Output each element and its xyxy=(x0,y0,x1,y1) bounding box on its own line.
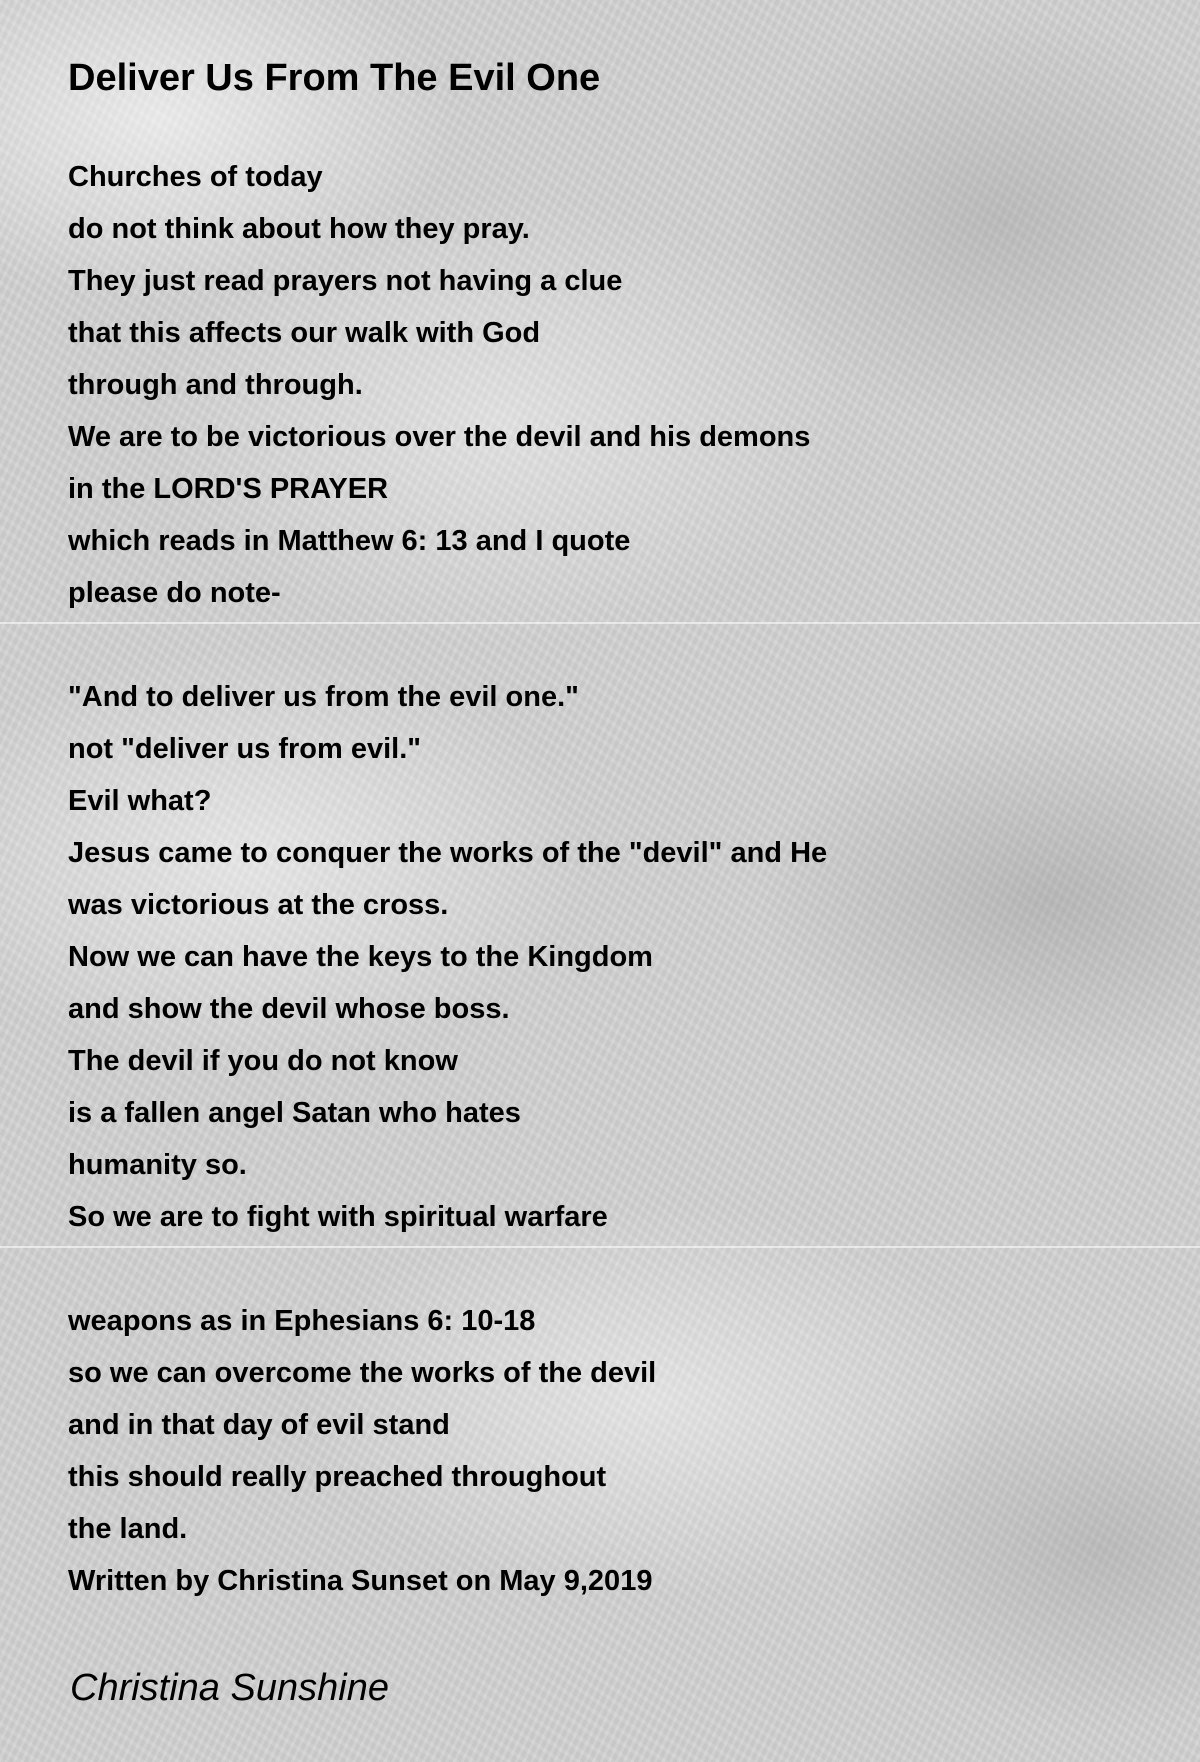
stanza-2 xyxy=(68,671,1148,1243)
poem-line: so we can overcome the works of the devil xyxy=(68,1357,657,1389)
poem-line: Churches of today xyxy=(68,161,323,193)
poem-line: and in that day of evil stand xyxy=(68,1409,450,1441)
poem-line: Evil what? xyxy=(68,785,212,817)
poem-line: please do note- xyxy=(68,577,281,609)
stanza-break xyxy=(68,1243,1148,1295)
poem-body xyxy=(68,151,1148,1607)
stanza-1 xyxy=(68,151,1148,619)
poem-line: weapons as in Ephesians 6: 10-18 xyxy=(68,1305,536,1337)
poem-line: was victorious at the cross. xyxy=(68,889,449,921)
poem-container xyxy=(68,48,1148,1607)
poem-line: the land. xyxy=(68,1513,188,1545)
poem-line: that this affects our walk with God xyxy=(68,317,541,349)
poem-line: which reads in Matthew 6: 13 and I quote xyxy=(68,525,631,557)
poem-line: Jesus came to conquer the works of the "devil" and He xyxy=(68,837,828,869)
poem-line: Written by Christina Sunset on May 9,2019 xyxy=(68,1565,653,1597)
stanza-break xyxy=(68,619,1148,671)
poem-line: not "deliver us from evil." xyxy=(68,733,422,765)
poem-line: Now we can have the keys to the Kingdom xyxy=(68,941,653,973)
poem-line: The devil if you do not know xyxy=(68,1045,458,1077)
poem-line: "And to deliver us from the evil one." xyxy=(68,681,579,713)
poem-line: do not think about how they pray. xyxy=(68,213,530,245)
poem-line: this should really preached throughout xyxy=(68,1461,607,1493)
poem-line: is a fallen angel Satan who hates xyxy=(68,1097,521,1129)
poem-line: through and through. xyxy=(68,369,363,401)
stanza-3 xyxy=(68,1295,1148,1607)
poem-author: Christina Sunshine xyxy=(70,1667,389,1709)
poem-line: and show the devil whose boss. xyxy=(68,993,510,1025)
poem-line: humanity so. xyxy=(68,1149,247,1181)
poem-line: So we are to fight with spiritual warfare xyxy=(68,1201,608,1233)
poem-line: in the LORD'S PRAYER xyxy=(68,473,389,505)
poem-line: They just read prayers not having a clue xyxy=(68,265,623,297)
poem-line: We are to be victorious over the devil and his demons xyxy=(68,421,811,453)
poem-title: Deliver Us From The Evil One xyxy=(68,57,601,99)
